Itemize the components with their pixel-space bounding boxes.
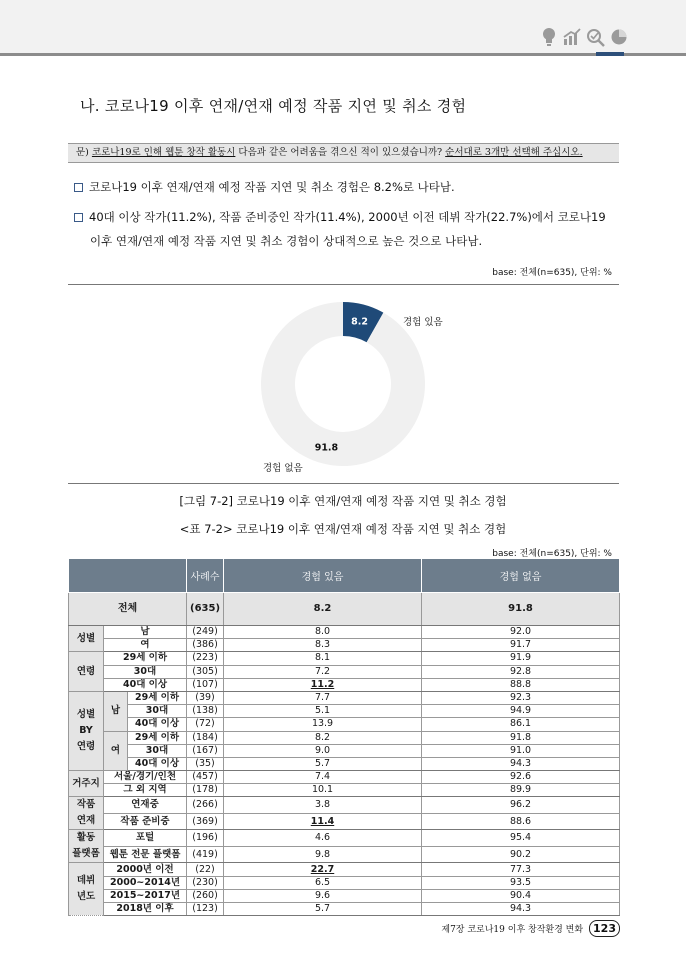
page-number: 123 <box>589 920 620 937</box>
row-yes: 7.2 <box>224 665 422 678</box>
row-no: 94.9 <box>422 705 620 718</box>
magnifier-icon <box>586 27 606 47</box>
group-label: 연령 <box>69 652 104 692</box>
group-label: 성별 BY 연령 <box>69 691 104 770</box>
row-n: (184) <box>187 731 224 744</box>
row-n: (419) <box>187 846 224 863</box>
table-row <box>69 744 620 757</box>
row-no: 91.8 <box>422 731 620 744</box>
row-yes: 5.7 <box>224 903 422 916</box>
row-n: (260) <box>187 889 224 902</box>
header-cases: 사례수 <box>187 559 224 593</box>
row-no: 92.8 <box>422 665 620 678</box>
page-footer <box>441 920 620 937</box>
row-n: (457) <box>187 771 224 784</box>
table-row <box>69 757 620 770</box>
row-yes: 8.2 <box>224 731 422 744</box>
chapter-title: 제7장 코로나19 이후 창작환경 변화 <box>441 925 584 935</box>
row-no: 89.9 <box>422 784 620 797</box>
row-label: 29세 이하 <box>104 652 187 665</box>
row-no: 91.0 <box>422 744 620 757</box>
row-no: 88.8 <box>422 678 620 691</box>
donut-slice-no <box>261 302 425 466</box>
row-label: 30대 <box>104 665 187 678</box>
row-n: (178) <box>187 784 224 797</box>
row-no: 88.6 <box>422 813 620 830</box>
row-n: (39) <box>187 691 224 704</box>
row-yes: 9.0 <box>224 744 422 757</box>
bullet-text-continued: 이후 연재/연재 예정 작품 지연 및 취소 경험이 상대적으로 높은 것으로 나타남. <box>90 234 483 248</box>
chart-bottom-rule <box>68 483 619 484</box>
row-n: (107) <box>187 678 224 691</box>
table-row <box>69 771 620 784</box>
lightbulb-icon <box>540 27 558 47</box>
pie-icon <box>610 28 628 46</box>
row-label: 30대 <box>128 744 187 757</box>
header-rule-accent <box>596 52 624 56</box>
row-label: 2015~2017년 <box>104 889 187 902</box>
table-row <box>69 652 620 665</box>
row-n: (230) <box>187 876 224 889</box>
row-no: 92.3 <box>422 691 620 704</box>
group-label: 성별 <box>69 626 104 652</box>
row-label: 서울/경기/인천 <box>104 771 187 784</box>
section-title: 나. 코로나19 이후 연재/연재 예정 작품 지연 및 취소 경험 <box>80 97 467 115</box>
row-yes: 13.9 <box>224 718 422 731</box>
header-yes: 경험 있음 <box>224 559 422 593</box>
row-n: (369) <box>187 813 224 830</box>
donut-category-label: 경험 있음 <box>403 317 443 328</box>
base-note: base: 전체(n=635), 단위: % <box>492 268 612 278</box>
row-label: 여 <box>104 639 187 652</box>
subgroup-label: 남 <box>104 691 128 731</box>
row-yes: 4.6 <box>224 830 422 847</box>
row-label: 40대 이상 <box>128 757 187 770</box>
row-label: 포털 <box>104 830 187 847</box>
header-blank <box>69 559 187 593</box>
figure-caption: [그림 7-2] 코로나19 이후 연재/연재 예정 작품 지연 및 취소 경험 <box>179 494 507 508</box>
row-yes: 5.1 <box>224 705 422 718</box>
row-yes: 8.2 <box>224 593 422 626</box>
row-label: 29세 이하 <box>128 731 187 744</box>
row-yes: 11.2 <box>224 678 422 691</box>
donut-chart <box>260 301 426 467</box>
row-label: 40대 이상 <box>128 718 187 731</box>
row-n: (249) <box>187 626 224 639</box>
row-n: (22) <box>187 863 224 876</box>
row-label: 웹툰 전문 플랫폼 <box>104 846 187 863</box>
table-row <box>69 797 620 814</box>
row-no: 90.4 <box>422 889 620 902</box>
row-n: (72) <box>187 718 224 731</box>
row-yes: 6.5 <box>224 876 422 889</box>
row-yes: 7.7 <box>224 691 422 704</box>
table-row <box>69 876 620 889</box>
group-label: 데뷔 년도 <box>69 863 104 916</box>
row-yes: 7.4 <box>224 771 422 784</box>
row-n: (266) <box>187 797 224 814</box>
row-label: 2000년 이전 <box>104 863 187 876</box>
row-no: 92.0 <box>422 626 620 639</box>
question-middle: 다음과 같은 어려움을 겪으신 적이 있으셨습니까? <box>235 147 446 158</box>
row-no: 96.2 <box>422 797 620 814</box>
row-no: 77.3 <box>422 863 620 876</box>
table-row <box>69 830 620 847</box>
row-no: 91.8 <box>422 593 620 626</box>
table-row <box>69 626 620 639</box>
group-label: 작품 연재 <box>69 797 104 830</box>
summary-bullet <box>74 205 619 253</box>
row-n: (635) <box>187 593 224 626</box>
row-label: 전체 <box>69 593 187 626</box>
row-yes: 10.1 <box>224 784 422 797</box>
row-label: 작품 준비중 <box>104 813 187 830</box>
table-base-note: base: 전체(n=635), 단위: % <box>492 549 612 559</box>
row-label: 30대 <box>128 705 187 718</box>
row-label: 남 <box>104 626 187 639</box>
bullet-text: 40대 이상 작가(11.2%), 작품 준비중인 작가(11.4%), 2000년 이전 데뷔 작가(22.7%)에서 코로나19 <box>89 210 606 224</box>
row-label: 2018년 이후 <box>104 903 187 916</box>
row-yes: 5.7 <box>224 757 422 770</box>
results-table <box>68 558 620 916</box>
table-row <box>69 665 620 678</box>
row-yes: 3.8 <box>224 797 422 814</box>
table-row-total <box>69 593 620 626</box>
row-n: (386) <box>187 639 224 652</box>
subgroup-label: 여 <box>104 731 128 771</box>
growth-chart-icon <box>562 27 582 47</box>
chart-top-rule <box>68 284 619 285</box>
survey-question <box>68 143 619 163</box>
row-n: (196) <box>187 830 224 847</box>
table-row <box>69 889 620 902</box>
group-label: 활동 플랫폼 <box>69 830 104 863</box>
table-row <box>69 846 620 863</box>
row-label: 29세 이하 <box>128 691 187 704</box>
table-caption: <표 7-2> 코로나19 이후 연재/연재 예정 작품 지연 및 취소 경험 <box>179 522 507 536</box>
row-no: 86.1 <box>422 718 620 731</box>
table-row <box>69 678 620 691</box>
header-icons <box>540 26 628 48</box>
row-no: 95.4 <box>422 830 620 847</box>
row-no: 91.9 <box>422 652 620 665</box>
row-n: (35) <box>187 757 224 770</box>
table-row <box>69 718 620 731</box>
row-no: 93.5 <box>422 876 620 889</box>
table-row <box>69 813 620 830</box>
row-n: (138) <box>187 705 224 718</box>
table-row <box>69 903 620 916</box>
donut-value-label: 91.8 <box>314 442 339 454</box>
row-no: 92.6 <box>422 771 620 784</box>
group-label: 거주지 <box>69 771 104 797</box>
row-label: 그 외 지역 <box>104 784 187 797</box>
row-no: 90.2 <box>422 846 620 863</box>
row-yes: 11.4 <box>224 813 422 830</box>
checkbox-square-icon <box>74 183 83 192</box>
row-yes: 9.8 <box>224 846 422 863</box>
row-yes: 8.1 <box>224 652 422 665</box>
bullet-text: 코로나19 이후 연재/연재 예정 작품 지연 및 취소 경험은 8.2%로 나타남. <box>89 180 455 194</box>
row-n: (305) <box>187 665 224 678</box>
table-row <box>69 784 620 797</box>
row-label: 연재중 <box>104 797 187 814</box>
donut-value-label: 8.2 <box>351 316 368 328</box>
table-row <box>69 731 620 744</box>
row-yes: 8.0 <box>224 626 422 639</box>
question-tail: 순서대로 3개만 선택해 주십시오. <box>445 147 583 158</box>
table-row <box>69 639 620 652</box>
row-no: 94.3 <box>422 757 620 770</box>
table-row <box>69 863 620 876</box>
table-row <box>69 691 620 704</box>
row-n: (123) <box>187 903 224 916</box>
row-n: (167) <box>187 744 224 757</box>
summary-bullet <box>74 175 614 199</box>
question-prefix: 문) <box>76 147 92 158</box>
row-label: 2000~2014년 <box>104 876 187 889</box>
header-no: 경험 없음 <box>422 559 620 593</box>
question-underlined: 코로나19로 인해 웹툰 창작 활동시 <box>91 147 236 158</box>
table-row <box>69 705 620 718</box>
row-label: 40대 이상 <box>104 678 187 691</box>
checkbox-square-icon <box>74 213 83 222</box>
row-no: 94.3 <box>422 903 620 916</box>
row-yes: 22.7 <box>224 863 422 876</box>
row-no: 91.7 <box>422 639 620 652</box>
donut-category-label: 경험 없음 <box>263 463 303 474</box>
row-yes: 9.6 <box>224 889 422 902</box>
row-n: (223) <box>187 652 224 665</box>
row-yes: 8.3 <box>224 639 422 652</box>
header-rule <box>0 53 686 56</box>
